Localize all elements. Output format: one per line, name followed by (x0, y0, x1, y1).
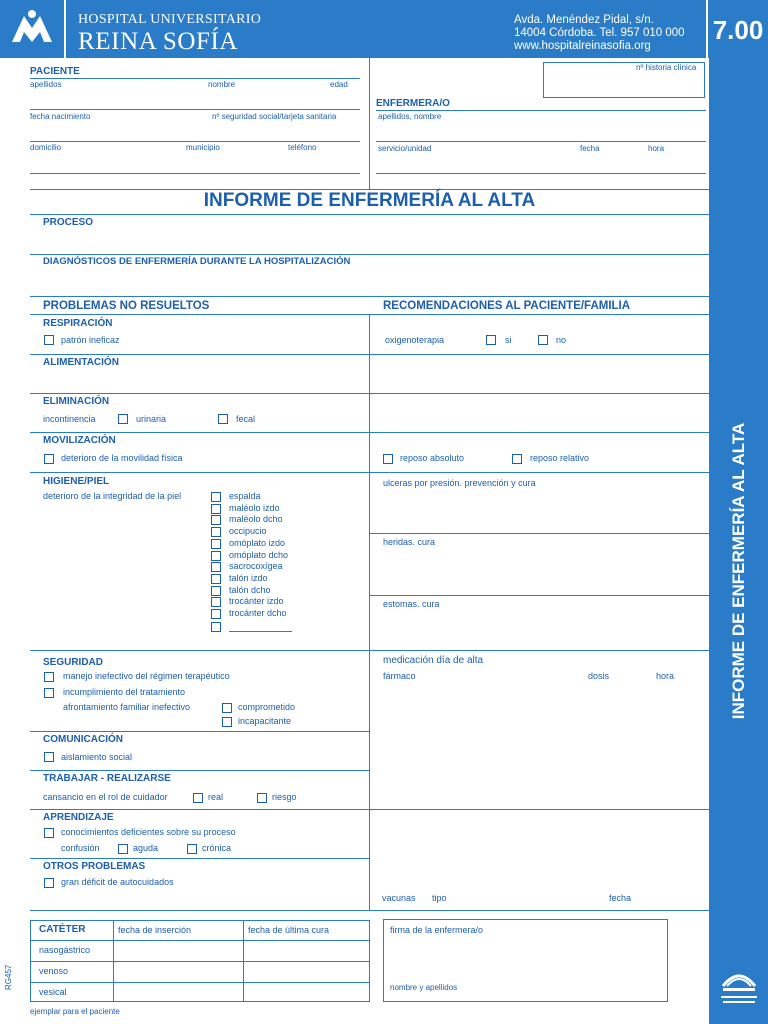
incapacitante-checkbox[interactable] (222, 717, 232, 727)
medicacion-label: medicación día de alta (383, 655, 484, 666)
higiene-item-label: trocánter dcho (229, 608, 287, 618)
junta-andalucia-logo-icon (717, 958, 761, 1018)
trabajar-title: TRABAJAR - REALIZARSE (43, 773, 171, 784)
hospital-name-line2: REINA SOFÍA (78, 28, 239, 55)
oxigenoterapia-label: oxigenoterapia (385, 335, 445, 345)
reposo-relativo-label: reposo relativo (530, 453, 590, 463)
hora-med-label: hora (656, 671, 675, 681)
hora-label: hora (648, 144, 665, 153)
incapacitante-label: incapacitante (238, 716, 292, 726)
vacunas-label: vacunas (382, 893, 416, 903)
telefono-label: teléfono (288, 143, 317, 152)
riesgo-label: riesgo (272, 792, 297, 802)
estomas-label: estomas. cura (383, 599, 440, 609)
farmaco-label: fármaco (383, 671, 416, 681)
higiene-item-label: maléolo izdo (229, 502, 280, 513)
higiene-item-checkbox[interactable] (211, 504, 221, 514)
proceso-label: PROCESO (43, 217, 94, 228)
urinaria-checkbox[interactable] (118, 414, 128, 424)
higiene-item-checkbox[interactable] (211, 586, 221, 596)
historia-clinica-label: nº historia clínica (636, 63, 697, 72)
higiene-item-checkbox[interactable] (211, 539, 221, 549)
rg-code: RG457 (4, 964, 13, 990)
diagnosticos-label: DIAGNÓSTICOS DE ENFERMERÍA DURANTE LA HOSPITALIZACIÓN (43, 256, 351, 267)
eliminacion-title: ELIMINACIÓN (43, 396, 110, 407)
aprendizaje-title: APRENDIZAJE (43, 812, 114, 823)
higiene-item-label: espalda (229, 491, 261, 501)
fecal-label: fecal (236, 414, 256, 424)
cansancio-label: cansancio en el rol de cuidador (43, 792, 168, 802)
apellidos-label: apellidos (30, 80, 62, 89)
incumplimiento-label: incumplimiento del tratamiento (63, 687, 186, 697)
higiene-item-checkbox[interactable] (211, 597, 221, 607)
oxigeno-no-label: no (556, 335, 567, 345)
paciente-title: PACIENTE (30, 66, 80, 77)
heridas-label: heridas. cura (383, 537, 436, 547)
incontinencia-label: incontinencia (43, 414, 96, 424)
deterioro-movilidad-checkbox[interactable] (44, 454, 54, 464)
nombre-apellidos-label: nombre y apellidos (390, 983, 458, 992)
cronica-checkbox[interactable] (187, 844, 197, 854)
incumplimiento-checkbox[interactable] (44, 688, 54, 698)
higiene-item-label: maléolo dcho (229, 514, 283, 525)
enfermera-title: ENFERMERA/O (376, 98, 450, 109)
address-line1: Avda. Menéndez Pidal, s/n. (514, 14, 654, 26)
aislamiento-label: aislamiento social (61, 752, 133, 762)
patron-ineficaz-checkbox[interactable] (44, 335, 54, 345)
oxigeno-no-checkbox[interactable] (538, 335, 548, 345)
ulceras-label: ulceras por presión. prevención y cura (383, 478, 536, 488)
real-checkbox[interactable] (193, 793, 203, 803)
real-label: real (208, 792, 224, 802)
comunicacion-title: COMUNICACIÓN (43, 734, 123, 745)
higiene-item-label: talón dcho (229, 584, 271, 595)
reposo-absoluto-label: reposo absoluto (400, 453, 465, 463)
reposo-relativo-checkbox[interactable] (512, 454, 522, 464)
hospital-address (514, 14, 685, 53)
urinaria-label: urinaria (136, 414, 167, 424)
cateter-col2: fecha de última cura (248, 925, 330, 935)
higiene-item-checkbox[interactable] (211, 551, 221, 561)
fecal-checkbox[interactable] (218, 414, 228, 424)
conocimientos-label: conocimientos deficientes sobre su proceso (61, 827, 236, 837)
higiene-title: HIGIENE/PIEL (43, 476, 110, 487)
fecha-label: fecha (580, 144, 600, 153)
address-line3: www.hospitalreinasofia.org (514, 40, 651, 52)
recomendaciones-header: RECOMENDACIONES AL PACIENTE/FAMILIA (383, 300, 631, 312)
seguridad-title: SEGURIDAD (43, 657, 104, 668)
movilizacion-title: MOVILIZACIÓN (43, 435, 116, 446)
higiene-item-label: talón izdo (229, 572, 268, 583)
fecha-nacimiento-label: fecha nacimiento (30, 112, 91, 121)
cateter-row-vesical: vesical (39, 987, 67, 997)
dosis-label: dosis (588, 671, 610, 681)
seguridad-social-label: nº seguridad social/tarjeta sanitaria (212, 112, 337, 121)
afrontamiento-label: afrontamiento familiar inefectivo (63, 702, 191, 712)
higiene-item-label: omóplato izdo (229, 537, 286, 548)
higiene-item-checkbox[interactable] (211, 527, 221, 537)
higiene-item-label: trocánter izdo (229, 596, 284, 607)
higiene-item-checkbox[interactable] (211, 515, 221, 525)
right-sidebar (709, 58, 768, 1024)
form-code: 7.00 (706, 0, 768, 58)
higiene-item-label: omóplato dcho (229, 549, 289, 560)
cateter-title: CATÉTER (39, 924, 86, 935)
conocimientos-checkbox[interactable] (44, 828, 54, 838)
deficit-checkbox[interactable] (44, 878, 54, 888)
otros-title: OTROS PROBLEMAS (43, 861, 146, 872)
deterioro-movilidad-label: deterioro de la movilidad física (61, 453, 183, 463)
higiene-otro-checkbox[interactable] (211, 622, 221, 632)
domicilio-label: domicilio (30, 143, 62, 152)
municipio-label: municipio (186, 143, 220, 152)
aguda-checkbox[interactable] (118, 844, 128, 854)
cateter-col1: fecha de inserción (118, 925, 192, 935)
edad-label: edad (330, 80, 348, 89)
cateter-row-nasogastrico: nasogástrico (39, 945, 91, 955)
higiene-item-label: sacrocoxígea (229, 561, 283, 572)
form-title: INFORME DE ENFERMERÍA AL ALTA (203, 190, 536, 211)
tipo-label: tipo (432, 893, 447, 903)
higiene-item-label: occipucio (229, 526, 267, 537)
respiracion-title: RESPIRACIÓN (43, 318, 113, 329)
header-divider (64, 0, 66, 58)
servicio-label: servicio/unidad (378, 144, 432, 153)
deficit-label: gran déficit de autocuidados (61, 877, 174, 887)
header-bar (0, 0, 768, 58)
deterioro-piel-label: deterioro de la integridad de la piel (43, 491, 182, 501)
alimentacion-title: ALIMENTACIÓN (43, 357, 119, 368)
oxigeno-si-label: si (505, 335, 512, 345)
problemas-header: PROBLEMAS NO RESUELTOS (43, 300, 210, 312)
address-line2: 14004 Córdoba. Tel. 957 010 000 (514, 27, 685, 39)
nombre-label: nombre (208, 80, 236, 89)
oxigeno-si-checkbox[interactable] (486, 335, 496, 345)
ejemplar-label: ejemplar para el paciente (30, 1007, 120, 1016)
manejo-label: manejo inefectivo del régimen terapéutico (63, 671, 230, 681)
higiene-item-checkbox[interactable] (211, 562, 221, 572)
riesgo-checkbox[interactable] (257, 793, 267, 803)
higiene-item-checkbox[interactable] (211, 574, 221, 584)
hospital-logo-icon (4, 4, 60, 54)
sidebar-vertical-title: INFORME DE ENFERMERÍA AL ALTA (729, 422, 748, 720)
cronica-label: crónica (202, 843, 232, 853)
aislamiento-checkbox[interactable] (44, 752, 54, 762)
reposo-absoluto-checkbox[interactable] (383, 454, 393, 464)
manejo-checkbox[interactable] (44, 672, 54, 682)
aguda-label: aguda (133, 843, 159, 853)
cateter-row-venoso: venoso (39, 966, 69, 976)
confusion-label: confusión (61, 843, 100, 853)
comprometido-label: comprometido (238, 702, 296, 712)
patron-ineficaz-label: patrón ineficaz (61, 335, 120, 345)
higiene-item-checkbox[interactable] (211, 492, 221, 502)
higiene-item-checkbox[interactable] (211, 609, 221, 619)
comprometido-checkbox[interactable] (222, 703, 232, 713)
firma-label: firma de la enfermera/o (390, 925, 484, 935)
apellidos-nombre-label: apellidos, nombre (378, 112, 442, 121)
vacunas-fecha-label: fecha (609, 893, 632, 903)
hospital-name-line1: HOSPITAL UNIVERSITARIO (78, 12, 262, 27)
